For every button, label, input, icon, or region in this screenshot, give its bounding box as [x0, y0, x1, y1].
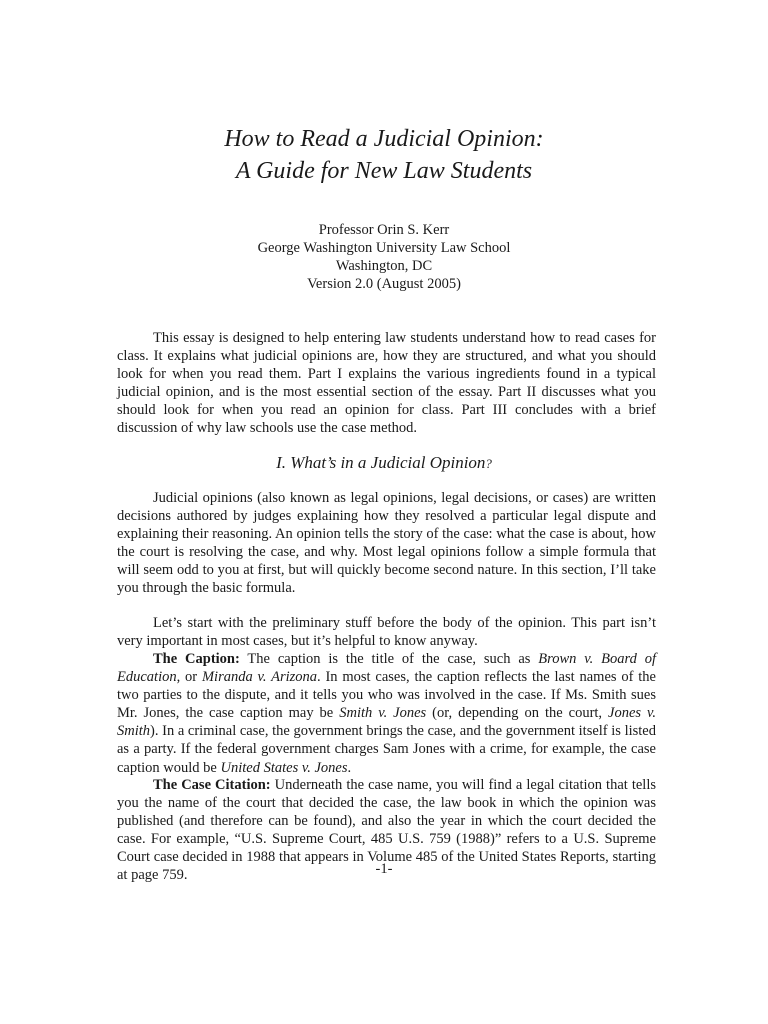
author-name: Professor Orin S. Kerr	[318, 222, 450, 238]
citation-text: Underneath the case name, you will find a legal citation that tells you the name of the court that decided the case, the law book in which the opinion was published (and therefore can be found), and also the year in which the court decided the case. For example, “U.S. Supreme Court, 485 U.S. 759 (1988)” refers to a U.S. Supreme Court case decided in 1988 that appears in Volume 485 of the United States Reports, starting at page 759.	[117, 777, 656, 884]
author-block	[0, 221, 768, 293]
caption-text-3: . In most cases, the caption reflects the last names of the two parties to the dispute, and it tells you who was involved in the case. If Ms. Smith sues Mr. Jones, the case caption may be	[117, 669, 656, 722]
document-version: Version 2.0 (August 2005)	[307, 276, 461, 292]
caption-text-6: .	[347, 759, 352, 776]
section-heading-text: I. What’s in a Judicial Opinion	[276, 453, 486, 472]
caption-paragraph	[117, 650, 656, 777]
title-line-2: A Guide for New Law Students	[235, 158, 533, 184]
citation-label: The Case Citation:	[153, 777, 271, 793]
section-heading-mark: ?	[485, 456, 492, 471]
page-number: -1-	[375, 861, 393, 877]
author-location: Washington, DC	[335, 258, 433, 274]
case-name-jones-v-smith: Jones v. Smith	[117, 705, 657, 740]
title-line-1: How to Read a Judicial Opinion:	[224, 126, 544, 152]
caption-text-4: (or, depending on the court,	[426, 705, 609, 722]
case-name-miranda: Miranda v. Arizona	[201, 669, 318, 686]
case-name-smith-v-jones: Smith v. Jones	[339, 705, 427, 722]
section-heading	[0, 453, 768, 474]
section-paragraph-1: Judicial opinions (also known as legal opinions, legal decisions, or cases) are written decisions authored by judges explaining how they resolved a particular legal dispute and explaining their reasoning. An opinion tells the story of the case: what the case is about, how the court is resolving the case, and why. Most legal opinions follow a simple formula that will seem odd to you at first, but will quickly become second nature. In this section, I’ll take you through the basic formula.	[117, 490, 656, 597]
intro-paragraph: This essay is designed to help entering law students understand how to read cases for class. It explains what judicial opinions are, how they are structured, and what you should look for when you read them. Part I explains the various ingredients found in a typical judicial opinion, and is the most essential section of the essay. Part II discusses what you should look for when you read an opinion for class. Part III concludes with a brief discussion of why law schools use the case method.	[117, 330, 656, 437]
caption-text-1: The caption is the title of the case, such as	[239, 651, 539, 667]
caption-label: The Caption:	[153, 651, 240, 667]
section-paragraph-2: Let’s start with the preliminary stuff before the body of the opinion. This part isn’t very important in most cases, but it’s helpful to know anyway.	[117, 615, 656, 650]
author-institution: George Washington University Law School	[257, 240, 511, 256]
case-name-brown: Brown v. Board of Education	[117, 651, 657, 686]
caption-text-2: , or	[176, 669, 202, 686]
caption-text-5: ). In a criminal case, the government brings the case, and the government itself is listed as a party. If the federal government charges Sam Jones with a crime, for example, the case caption would be	[117, 723, 656, 776]
case-name-united-states-v-jones: United States v. Jones	[220, 759, 348, 776]
